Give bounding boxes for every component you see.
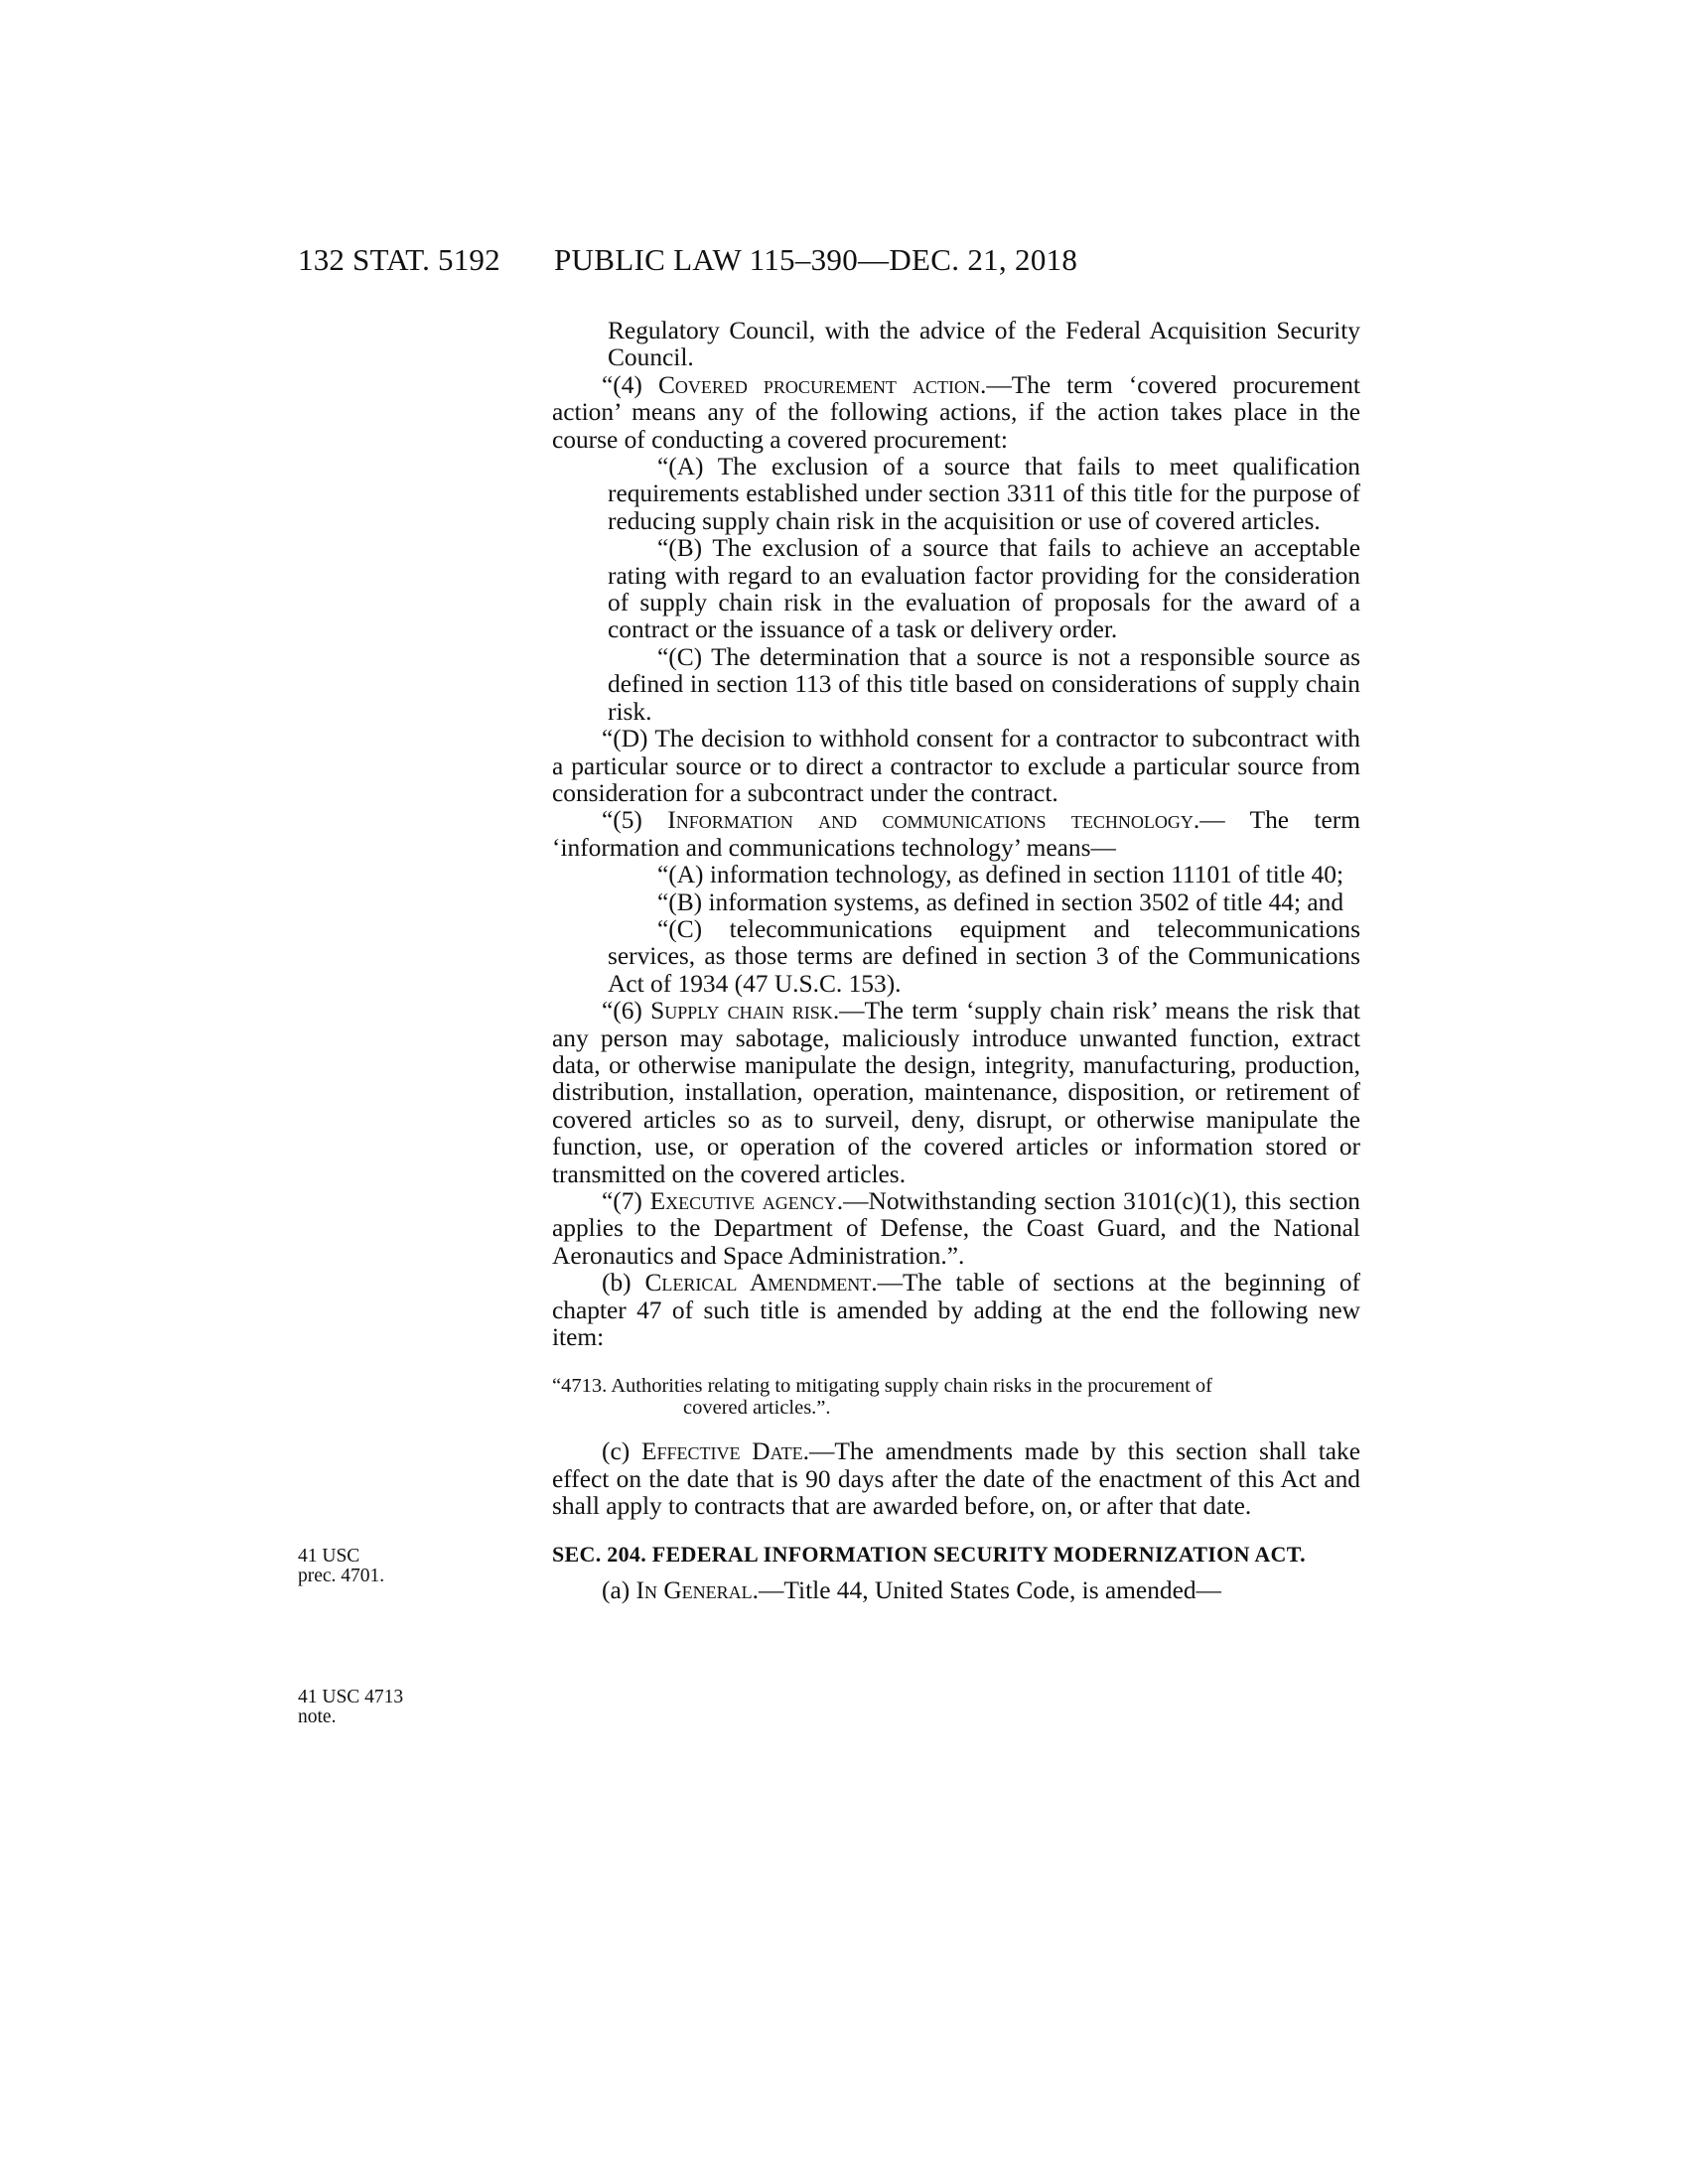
paragraph-4-d: “(D) The decision to withhold consent for a contractor to subcontract with a particular source or to direct a contractor to exclude a particular source from consideration for a subcontract under the contract. <box>552 725 1360 807</box>
paragraph-4-a: “(A) The exclusion of a source that fails to meet qualification requirements established under section 3311 of this title for the purpose of reducing supply chain risk in the acquisition or use of covered articles. <box>608 453 1360 535</box>
paragraph-5: “(5) Information and communications technology.— The term ‘information and communications technology’ means— <box>552 806 1360 862</box>
paragraph-5-c: “(C) telecommunications equipment and telecommunications services, as those terms are defined in section 3 of the Communications Act of 1934 (47 U.S.C. 153). <box>608 914 1360 998</box>
paragraph-a: (a) In General.—Title 44, United States Code, is amended— <box>602 1576 1221 1605</box>
margin-note-usc-prec <box>298 1547 437 1586</box>
paragraph-4-c: “(C) The determination that a source is not a responsible source as defined in section 113 of this title based on considerations of supply chain risk. <box>608 642 1360 726</box>
paragraph-5-b: “(B) information systems, as defined in section 3502 of title 44; and <box>657 887 1344 916</box>
paragraph-b: (b) Clerical Amendment.—The table of sections at the beginning of chapter 47 of such title is amended by adding at the end the following new item: <box>552 1269 1360 1352</box>
paragraph-c: (c) Effective Date.—The amendments made by this section shall take effect on the date that is 90 days after the date of the enactment of this Act and shall apply to contracts that are awarded before, on, or after that date. <box>552 1437 1360 1521</box>
body-text <box>552 318 1360 1604</box>
margin-note-line: 41 USC <box>298 1546 360 1567</box>
margin-note-line: prec. 4701. <box>298 1566 385 1586</box>
running-head <box>0 242 1688 282</box>
paragraph-7: “(7) Executive agency.—Notwithstanding section 3101(c)(1), this section applies to the Department of Defense, the Coast Guard, and the National Aeronautics and Space Administration.”. <box>552 1187 1360 1270</box>
law-title: PUBLIC LAW 115–390—DEC. 21, 2018 <box>554 242 1078 277</box>
paragraph-continuation: Regulatory Council, with the advice of the Federal Acquisition Security Council. <box>608 317 1360 372</box>
stat-page-number: 132 STAT. 5192 <box>298 242 500 277</box>
toc-line-2: covered articles.”. <box>683 1397 831 1420</box>
margin-note-line: 41 USC 4713 <box>298 1687 404 1707</box>
margin-note-usc-note <box>298 1688 437 1727</box>
paragraph-4-b: “(B) The exclusion of a source that fails to achieve an acceptable rating with regard to an evaluation factor providing for the consideration of supply chain risk in the evaluation of proposals for the award of a contract or the issuance of a task or delivery order. <box>608 534 1360 644</box>
paragraph-5-a: “(A) information technology, as defined in section 11101 of title 40; <box>657 861 1344 889</box>
section-heading: SEC. 204. FEDERAL INFORMATION SECURITY MODERNIZATION ACT. <box>552 1541 1306 1567</box>
margin-note-line: note. <box>298 1706 337 1727</box>
paragraph-4: “(4) Covered procurement action.—The term ‘covered procurement action’ means any of the following actions, if the action takes place in the course of conducting a covered procurement: <box>552 370 1360 454</box>
paragraph-6: “(6) Supply chain risk.—The term ‘supply chain risk’ means the risk that any person may sabotage, maliciously introduce unwanted function, extract data, or otherwise manipulate the design, integrity, manufacturing, production, distribution, installation, operation, maintenance, disposition, or retirement of covered articles so as to surveil, deny, disrupt, or otherwise manipulate the function, use, or operation of the covered articles or information stored or transmitted on the covered articles. <box>552 997 1360 1188</box>
toc-line-1: “4713. Authorities relating to mitigating supply chain risks in the procurement of <box>552 1375 1212 1398</box>
table-of-sections-item <box>552 1375 1360 1419</box>
